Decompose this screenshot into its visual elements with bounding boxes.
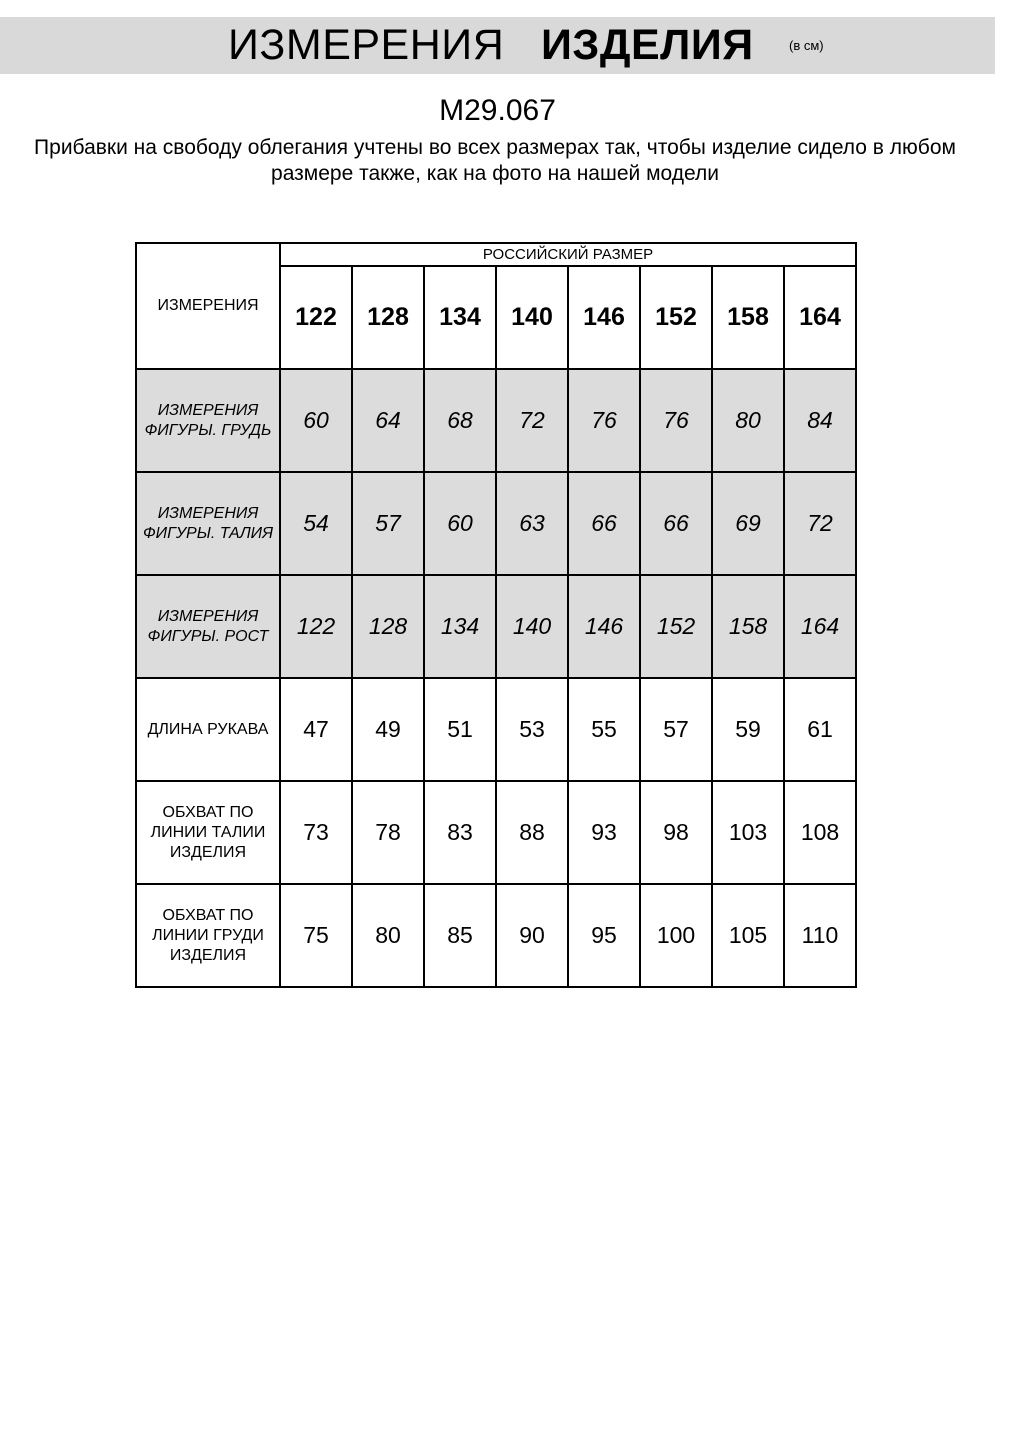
size-table xyxy=(135,242,857,988)
table-cell: 72 xyxy=(784,472,856,575)
table-row xyxy=(136,472,856,575)
table-cell: 122 xyxy=(280,575,352,678)
table-cell: 85 xyxy=(424,884,496,987)
table-cell: 60 xyxy=(424,472,496,575)
table-row xyxy=(136,884,856,987)
row-label: ОБХВАТ ПО ЛИНИИ ГРУДИ ИЗДЕЛИЯ xyxy=(136,884,280,987)
size-header: 146 xyxy=(568,266,640,369)
table-cell: 110 xyxy=(784,884,856,987)
table-cell: 108 xyxy=(784,781,856,884)
table-cell: 80 xyxy=(712,369,784,472)
table-cell: 98 xyxy=(640,781,712,884)
table-cell: 164 xyxy=(784,575,856,678)
table-cell: 61 xyxy=(784,678,856,781)
table-cell: 63 xyxy=(496,472,568,575)
title-product: ИЗДЕЛИЯ xyxy=(541,21,754,69)
table-cell: 49 xyxy=(352,678,424,781)
unit-note: (в см) xyxy=(789,38,824,53)
table-cell: 93 xyxy=(568,781,640,884)
table-cell: 64 xyxy=(352,369,424,472)
table-cell: 83 xyxy=(424,781,496,884)
article-number: М29.067 xyxy=(439,94,556,127)
table-cell: 55 xyxy=(568,678,640,781)
table-cell: 140 xyxy=(496,575,568,678)
table-cell: 146 xyxy=(568,575,640,678)
table-cell: 69 xyxy=(712,472,784,575)
table-cell: 47 xyxy=(280,678,352,781)
table-row xyxy=(136,678,856,781)
table-row xyxy=(136,575,856,678)
table-cell: 57 xyxy=(352,472,424,575)
size-header: 164 xyxy=(784,266,856,369)
title-measurements: ИЗМЕРЕНИЯ xyxy=(228,21,505,69)
row-label: ОБХВАТ ПО ЛИНИИ ТАЛИИ ИЗДЕЛИЯ xyxy=(136,781,280,884)
row-label: ИЗМЕРЕНИЯ ФИГУРЫ. РОСТ xyxy=(136,575,280,678)
size-header: 122 xyxy=(280,266,352,369)
table-cell: 72 xyxy=(496,369,568,472)
table-cell: 66 xyxy=(640,472,712,575)
table-cell: 76 xyxy=(640,369,712,472)
row-label: ИЗМЕРЕНИЯ ФИГУРЫ. ГРУДЬ xyxy=(136,369,280,472)
table-cell: 105 xyxy=(712,884,784,987)
russian-size-header: РОССИЙСКИЙ РАЗМЕР xyxy=(280,243,856,266)
table-cell: 53 xyxy=(496,678,568,781)
table-cell: 57 xyxy=(640,678,712,781)
table-cell: 90 xyxy=(496,884,568,987)
table-cell: 128 xyxy=(352,575,424,678)
table-cell: 54 xyxy=(280,472,352,575)
table-cell: 80 xyxy=(352,884,424,987)
size-header: 152 xyxy=(640,266,712,369)
table-cell: 84 xyxy=(784,369,856,472)
table-cell: 88 xyxy=(496,781,568,884)
size-header: 140 xyxy=(496,266,568,369)
size-header: 128 xyxy=(352,266,424,369)
table-cell: 103 xyxy=(712,781,784,884)
table-cell: 59 xyxy=(712,678,784,781)
table-cell: 60 xyxy=(280,369,352,472)
measurements-header: ИЗМЕРЕНИЯ xyxy=(136,243,280,369)
table-cell: 68 xyxy=(424,369,496,472)
table-cell: 66 xyxy=(568,472,640,575)
table-cell: 51 xyxy=(424,678,496,781)
fit-note: Прибавки на свободу облегания учтены во всех размерах так, чтобы изделие сидело в любом размере также, как на фото на нашей модели xyxy=(34,136,956,185)
table-cell: 95 xyxy=(568,884,640,987)
size-header: 158 xyxy=(712,266,784,369)
size-header: 134 xyxy=(424,266,496,369)
table-cell: 75 xyxy=(280,884,352,987)
row-label: ИЗМЕРЕНИЯ ФИГУРЫ. ТАЛИЯ xyxy=(136,472,280,575)
table-row xyxy=(136,781,856,884)
table-cell: 100 xyxy=(640,884,712,987)
table-cell: 152 xyxy=(640,575,712,678)
table-row xyxy=(136,369,856,472)
table-cell: 78 xyxy=(352,781,424,884)
row-label: ДЛИНА РУКАВА xyxy=(136,678,280,781)
table-cell: 76 xyxy=(568,369,640,472)
table-cell: 134 xyxy=(424,575,496,678)
table-cell: 73 xyxy=(280,781,352,884)
table-cell: 158 xyxy=(712,575,784,678)
